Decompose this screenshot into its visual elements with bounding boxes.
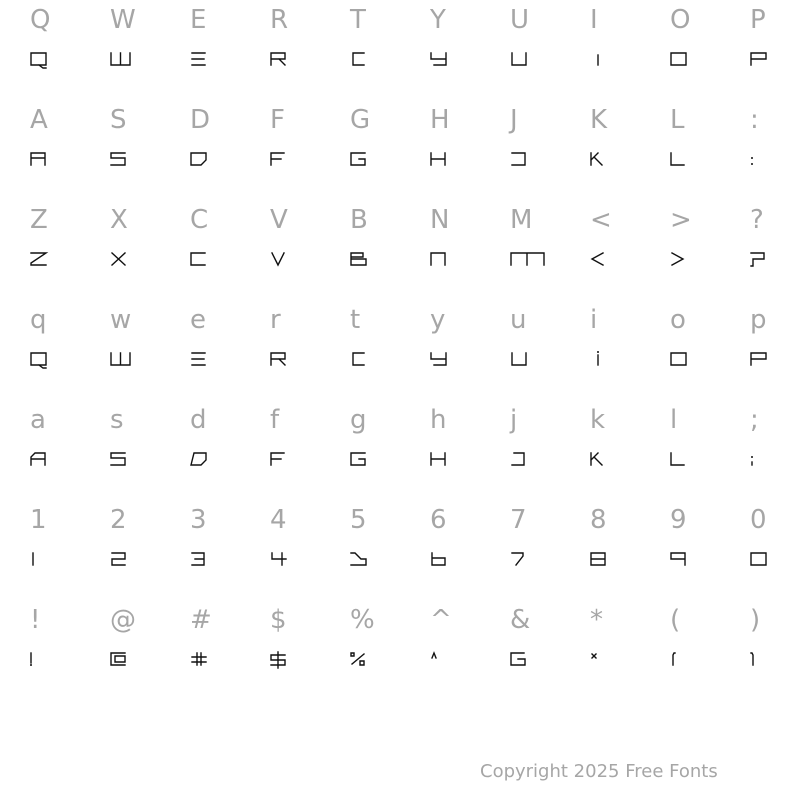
glyph-cell-percent: [320, 600, 400, 700]
reference-char: h: [430, 405, 447, 435]
reference-char: I: [590, 5, 598, 35]
glyph-cell-digit-7: [480, 500, 560, 600]
glyph-cell-upper-x: [80, 200, 160, 300]
glyph-cell-lower-w: [80, 300, 160, 400]
font-glyph-digit-0: [750, 552, 768, 570]
glyph-cell-exclamation: [0, 600, 80, 700]
glyph-cell-digit-8: [560, 500, 640, 600]
font-glyph-lower-g: [350, 452, 368, 470]
font-glyph-left-paren: [670, 652, 688, 670]
font-glyph-digit-7: [510, 552, 528, 570]
reference-char: >: [670, 205, 692, 235]
glyph-cell-asterisk: [560, 600, 640, 700]
glyph-cell-upper-u: [480, 0, 560, 100]
reference-char: Z: [30, 205, 48, 235]
font-glyph-upper-j: [510, 152, 528, 170]
glyph-cell-digit-3: [160, 500, 240, 600]
font-glyph-upper-c: [190, 252, 208, 270]
glyph-cell-lower-h: [400, 400, 480, 500]
font-glyph-lower-q: [30, 352, 48, 370]
font-glyph-at-sign: [110, 652, 128, 670]
font-glyph-lower-f: [270, 452, 288, 470]
font-glyph-upper-g: [350, 152, 368, 170]
specimen-row: [0, 400, 800, 500]
font-glyph-lower-s: [110, 452, 128, 470]
font-glyph-lower-e: [190, 352, 208, 370]
glyph-cell-lower-d: [160, 400, 240, 500]
reference-char: &: [510, 605, 531, 635]
reference-char: R: [270, 5, 289, 35]
glyph-cell-upper-a: [0, 100, 80, 200]
reference-char: #: [190, 605, 212, 635]
glyph-cell-lower-q: [0, 300, 80, 400]
font-glyph-lower-i: [590, 352, 608, 370]
reference-char: 6: [430, 505, 447, 535]
specimen-row: [0, 500, 800, 600]
glyph-cell-upper-o: [640, 0, 720, 100]
reference-char: g: [350, 405, 367, 435]
glyph-cell-right-paren: [720, 600, 800, 700]
font-glyph-lower-h: [430, 452, 448, 470]
font-glyph-upper-o: [670, 52, 688, 70]
glyph-cell-upper-b: [320, 200, 400, 300]
reference-char: :: [750, 105, 759, 135]
glyph-cell-upper-e: [160, 0, 240, 100]
reference-char: e: [190, 305, 206, 335]
font-glyph-lower-t: [350, 352, 368, 370]
glyph-cell-lower-f: [240, 400, 320, 500]
font-glyph-upper-i: [590, 52, 608, 70]
glyph-cell-upper-k: [560, 100, 640, 200]
glyph-cell-dollar: [240, 600, 320, 700]
reference-char: !: [30, 605, 41, 635]
font-glyph-percent: [350, 652, 368, 670]
font-glyph-upper-h: [430, 152, 448, 170]
font-glyph-lower-r: [270, 352, 288, 370]
font-glyph-upper-k: [590, 152, 608, 170]
reference-char: l: [670, 405, 678, 435]
font-glyph-digit-8: [590, 552, 608, 570]
reference-char: J: [510, 105, 518, 135]
font-glyph-digit-3: [190, 552, 208, 570]
reference-char: <: [590, 205, 612, 235]
reference-char: r: [270, 305, 281, 335]
font-glyph-digit-4: [270, 552, 288, 570]
specimen-row: [0, 0, 800, 100]
reference-char: a: [30, 405, 46, 435]
glyph-cell-digit-6: [400, 500, 480, 600]
glyph-cell-lower-g: [320, 400, 400, 500]
reference-char: U: [510, 5, 530, 35]
glyph-cell-hash: [160, 600, 240, 700]
glyph-cell-upper-i: [560, 0, 640, 100]
glyph-cell-lower-j: [480, 400, 560, 500]
reference-char: V: [270, 205, 288, 235]
reference-char: F: [270, 105, 285, 135]
reference-char: (: [670, 605, 681, 635]
font-glyph-upper-a: [30, 152, 48, 170]
glyph-cell-upper-f: [240, 100, 320, 200]
reference-char: 5: [350, 505, 367, 535]
reference-char: Y: [430, 5, 446, 35]
reference-char: A: [30, 105, 48, 135]
font-glyph-lower-u: [510, 352, 528, 370]
glyph-cell-lower-k: [560, 400, 640, 500]
font-glyph-caret: [430, 652, 448, 670]
reference-char: 1: [30, 505, 47, 535]
reference-char: C: [190, 205, 209, 235]
font-glyph-semicolon: [750, 452, 768, 470]
font-glyph-upper-e: [190, 52, 208, 70]
glyph-cell-upper-d: [160, 100, 240, 200]
reference-char: k: [590, 405, 606, 435]
glyph-cell-lower-e: [160, 300, 240, 400]
reference-char: u: [510, 305, 527, 335]
font-glyph-digit-2: [110, 552, 128, 570]
font-glyph-exclamation: [30, 652, 48, 670]
reference-char: 0: [750, 505, 767, 535]
reference-char: H: [430, 105, 450, 135]
glyph-cell-upper-l: [640, 100, 720, 200]
glyph-cell-upper-t: [320, 0, 400, 100]
specimen-row: [0, 100, 800, 200]
glyph-cell-upper-h: [400, 100, 480, 200]
font-glyph-colon: [750, 152, 768, 170]
glyph-cell-lower-y: [400, 300, 480, 400]
glyph-cell-upper-n: [400, 200, 480, 300]
reference-char: w: [110, 305, 132, 335]
font-glyph-ampersand: [510, 652, 528, 670]
glyph-cell-digit-4: [240, 500, 320, 600]
glyph-cell-upper-y: [400, 0, 480, 100]
glyph-cell-lower-s: [80, 400, 160, 500]
font-glyph-upper-w: [110, 52, 132, 70]
font-glyph-upper-n: [430, 252, 448, 270]
font-glyph-lower-p: [750, 352, 768, 370]
glyph-cell-digit-2: [80, 500, 160, 600]
specimen-row: [0, 600, 800, 700]
glyph-cell-upper-j: [480, 100, 560, 200]
glyph-cell-upper-r: [240, 0, 320, 100]
glyph-cell-less-than: [560, 200, 640, 300]
font-glyph-upper-q: [30, 52, 48, 70]
reference-char: G: [350, 105, 371, 135]
reference-char: y: [430, 305, 446, 335]
reference-char: S: [110, 105, 127, 135]
font-glyph-less-than: [590, 252, 608, 270]
font-glyph-digit-5: [350, 552, 368, 570]
reference-char: 8: [590, 505, 607, 535]
font-glyph-asterisk: [590, 652, 608, 670]
font-glyph-upper-p: [750, 52, 768, 70]
glyph-cell-lower-a: [0, 400, 80, 500]
reference-char: ;: [750, 405, 759, 435]
font-glyph-upper-b: [350, 252, 368, 270]
reference-char: E: [190, 5, 207, 35]
reference-char: 2: [110, 505, 127, 535]
font-glyph-digit-6: [430, 552, 448, 570]
reference-char: j: [510, 405, 518, 435]
font-glyph-upper-x: [110, 252, 128, 270]
font-glyph-upper-m: [510, 252, 546, 270]
font-glyph-upper-f: [270, 152, 288, 170]
font-glyph-greater-than: [670, 252, 688, 270]
reference-char: $: [270, 605, 287, 635]
glyph-cell-lower-r: [240, 300, 320, 400]
font-glyph-digit-1: [30, 552, 48, 570]
font-glyph-lower-d: [190, 452, 208, 470]
reference-char: *: [590, 605, 603, 635]
reference-char: ?: [750, 205, 764, 235]
font-glyph-upper-u: [510, 52, 528, 70]
font-glyph-lower-a: [30, 452, 48, 470]
reference-char: N: [430, 205, 450, 235]
glyph-cell-digit-1: [0, 500, 80, 600]
glyph-cell-upper-q: [0, 0, 80, 100]
glyph-cell-upper-w: [80, 0, 160, 100]
reference-char: ^: [430, 605, 452, 635]
font-glyph-upper-s: [110, 152, 128, 170]
reference-char: ): [750, 605, 761, 635]
reference-char: i: [590, 305, 598, 335]
glyph-cell-upper-c: [160, 200, 240, 300]
font-glyph-right-paren: [750, 652, 768, 670]
glyph-cell-upper-p: [720, 0, 800, 100]
glyph-cell-left-paren: [640, 600, 720, 700]
glyph-cell-digit-5: [320, 500, 400, 600]
reference-char: %: [350, 605, 375, 635]
font-glyph-dollar: [270, 652, 288, 670]
font-glyph-upper-d: [190, 152, 208, 170]
font-glyph-upper-r: [270, 52, 288, 70]
reference-char: T: [350, 5, 366, 35]
reference-char: K: [590, 105, 608, 135]
font-glyph-upper-l: [670, 152, 688, 170]
reference-char: 7: [510, 505, 527, 535]
glyph-cell-lower-o: [640, 300, 720, 400]
font-glyph-upper-t: [350, 52, 368, 70]
font-glyph-digit-9: [670, 552, 688, 570]
reference-char: L: [670, 105, 685, 135]
glyph-cell-upper-m: [480, 200, 560, 300]
glyph-cell-lower-t: [320, 300, 400, 400]
glyph-cell-lower-p: [720, 300, 800, 400]
reference-char: W: [110, 5, 136, 35]
glyph-cell-lower-i: [560, 300, 640, 400]
font-glyph-upper-y: [430, 52, 448, 70]
glyph-cell-greater-than: [640, 200, 720, 300]
font-glyph-lower-j: [510, 452, 528, 470]
font-glyph-lower-l: [670, 452, 688, 470]
reference-char: D: [190, 105, 211, 135]
reference-char: p: [750, 305, 767, 335]
glyph-cell-lower-u: [480, 300, 560, 400]
glyph-cell-at-sign: [80, 600, 160, 700]
reference-char: X: [110, 205, 128, 235]
glyph-cell-caret: [400, 600, 480, 700]
font-glyph-hash: [190, 652, 208, 670]
glyph-cell-upper-z: [0, 200, 80, 300]
reference-char: 9: [670, 505, 687, 535]
reference-char: P: [750, 5, 766, 35]
font-glyph-lower-o: [670, 352, 688, 370]
glyph-cell-digit-0: [720, 500, 800, 600]
reference-char: Q: [30, 5, 51, 35]
reference-char: o: [670, 305, 686, 335]
reference-char: 3: [190, 505, 207, 535]
reference-char: q: [30, 305, 47, 335]
font-glyph-lower-w: [110, 352, 132, 370]
specimen-row: [0, 200, 800, 300]
glyph-cell-digit-9: [640, 500, 720, 600]
copyright-text: Copyright 2025 Free Fonts: [480, 761, 718, 782]
reference-char: d: [190, 405, 207, 435]
specimen-row: [0, 300, 800, 400]
glyph-cell-question-mark: [720, 200, 800, 300]
reference-char: @: [110, 605, 136, 635]
font-glyph-question-mark: [750, 252, 768, 270]
glyph-cell-colon: [720, 100, 800, 200]
reference-char: f: [270, 405, 280, 435]
font-glyph-lower-y: [430, 352, 448, 370]
glyph-cell-upper-g: [320, 100, 400, 200]
glyph-cell-upper-v: [240, 200, 320, 300]
reference-char: M: [510, 205, 533, 235]
glyph-cell-ampersand: [480, 600, 560, 700]
glyph-cell-upper-s: [80, 100, 160, 200]
reference-char: 4: [270, 505, 287, 535]
reference-char: t: [350, 305, 361, 335]
glyph-cell-lower-l: [640, 400, 720, 500]
reference-char: B: [350, 205, 368, 235]
font-glyph-upper-v: [270, 252, 288, 270]
font-glyph-upper-z: [30, 252, 48, 270]
font-glyph-lower-k: [590, 452, 608, 470]
glyph-cell-semicolon: [720, 400, 800, 500]
reference-char: O: [670, 5, 691, 35]
reference-char: s: [110, 405, 124, 435]
